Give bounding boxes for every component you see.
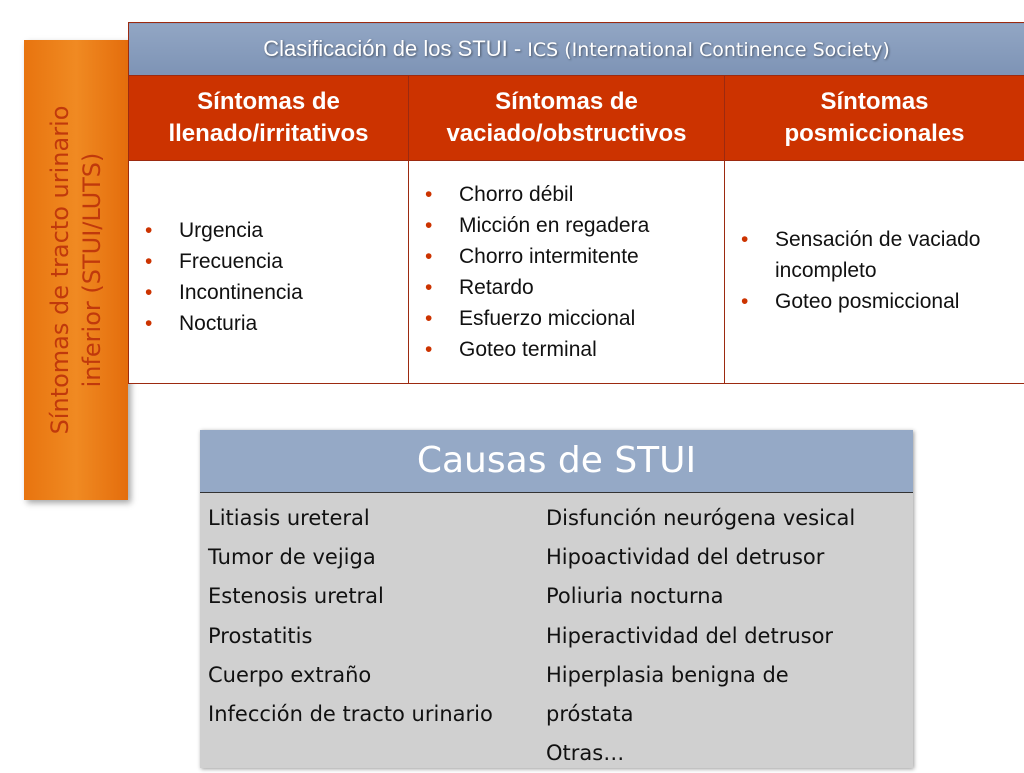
postmicturition-symptoms-cell — [725, 161, 1024, 384]
cause-item: Prostatitis — [208, 617, 546, 656]
column-header-line: Síntomas de — [129, 86, 408, 118]
column-header-filling — [129, 76, 409, 161]
list-item: • Chorro intermitente — [459, 241, 724, 272]
cause-item: Hiperactividad del detrusor — [546, 617, 906, 656]
causes-title: Causas de STUI — [200, 430, 913, 493]
classification-title-ics: ICS (International Continence Society) — [527, 39, 890, 61]
list-item: • Micción en regadera — [459, 210, 724, 241]
list-item: • Goteo terminal — [459, 334, 724, 365]
column-header-line: llenado/irritativos — [129, 118, 408, 150]
classification-title — [129, 23, 1024, 76]
column-header-line: Síntomas de — [409, 86, 724, 118]
classification-title-main: Clasificación de los STUI - — [263, 36, 527, 61]
causes-table — [200, 430, 913, 768]
filling-symptoms-cell — [129, 161, 409, 384]
list-item: • Chorro débil — [459, 179, 724, 210]
causes-right-column — [546, 499, 906, 773]
side-banner — [24, 40, 128, 500]
list-item: • Nocturia — [179, 308, 408, 339]
filling-symptoms-list — [129, 215, 408, 339]
side-banner-line-1: Síntomas de tracto urinario — [44, 50, 76, 490]
list-item: • Goteo posmiccional — [775, 286, 1024, 317]
cause-item: Disfunción neurógena vesical — [546, 499, 906, 538]
cause-item: Poliuria nocturna — [546, 577, 906, 616]
causes-left-column — [200, 499, 546, 773]
column-header-line: Síntomas — [725, 86, 1024, 118]
cause-item: próstata — [546, 695, 906, 734]
side-banner-title — [44, 50, 108, 490]
cause-item: Estenosis uretral — [208, 577, 546, 616]
voiding-symptoms-list — [409, 179, 724, 365]
list-item: • Frecuencia — [179, 246, 408, 277]
list-item: • Sensación de vaciado incompleto — [775, 224, 1024, 286]
cause-item: Tumor de vejiga — [208, 538, 546, 577]
column-header-line: posmiccionales — [725, 118, 1024, 150]
cause-item: Cuerpo extraño — [208, 656, 546, 695]
side-banner-line-2: inferior (STUI/LUTS) — [76, 50, 108, 490]
column-header-postmicturition — [725, 76, 1024, 161]
postmicturition-symptoms-list — [725, 224, 1024, 317]
column-header-line: vaciado/obstructivos — [409, 118, 724, 150]
cause-item: Hipoactividad del detrusor — [546, 538, 906, 577]
classification-table — [128, 22, 1024, 384]
voiding-symptoms-cell — [409, 161, 725, 384]
cause-item: Hiperplasia benigna de — [546, 656, 906, 695]
list-item: • Esfuerzo miccional — [459, 303, 724, 334]
cause-item: Otras… — [546, 734, 906, 773]
causes-body — [200, 493, 913, 773]
cause-item: Litiasis ureteral — [208, 499, 546, 538]
column-header-voiding — [409, 76, 725, 161]
list-item: • Retardo — [459, 272, 724, 303]
list-item: • Urgencia — [179, 215, 408, 246]
cause-item: Infección de tracto urinario — [208, 695, 546, 734]
list-item: • Incontinencia — [179, 277, 408, 308]
